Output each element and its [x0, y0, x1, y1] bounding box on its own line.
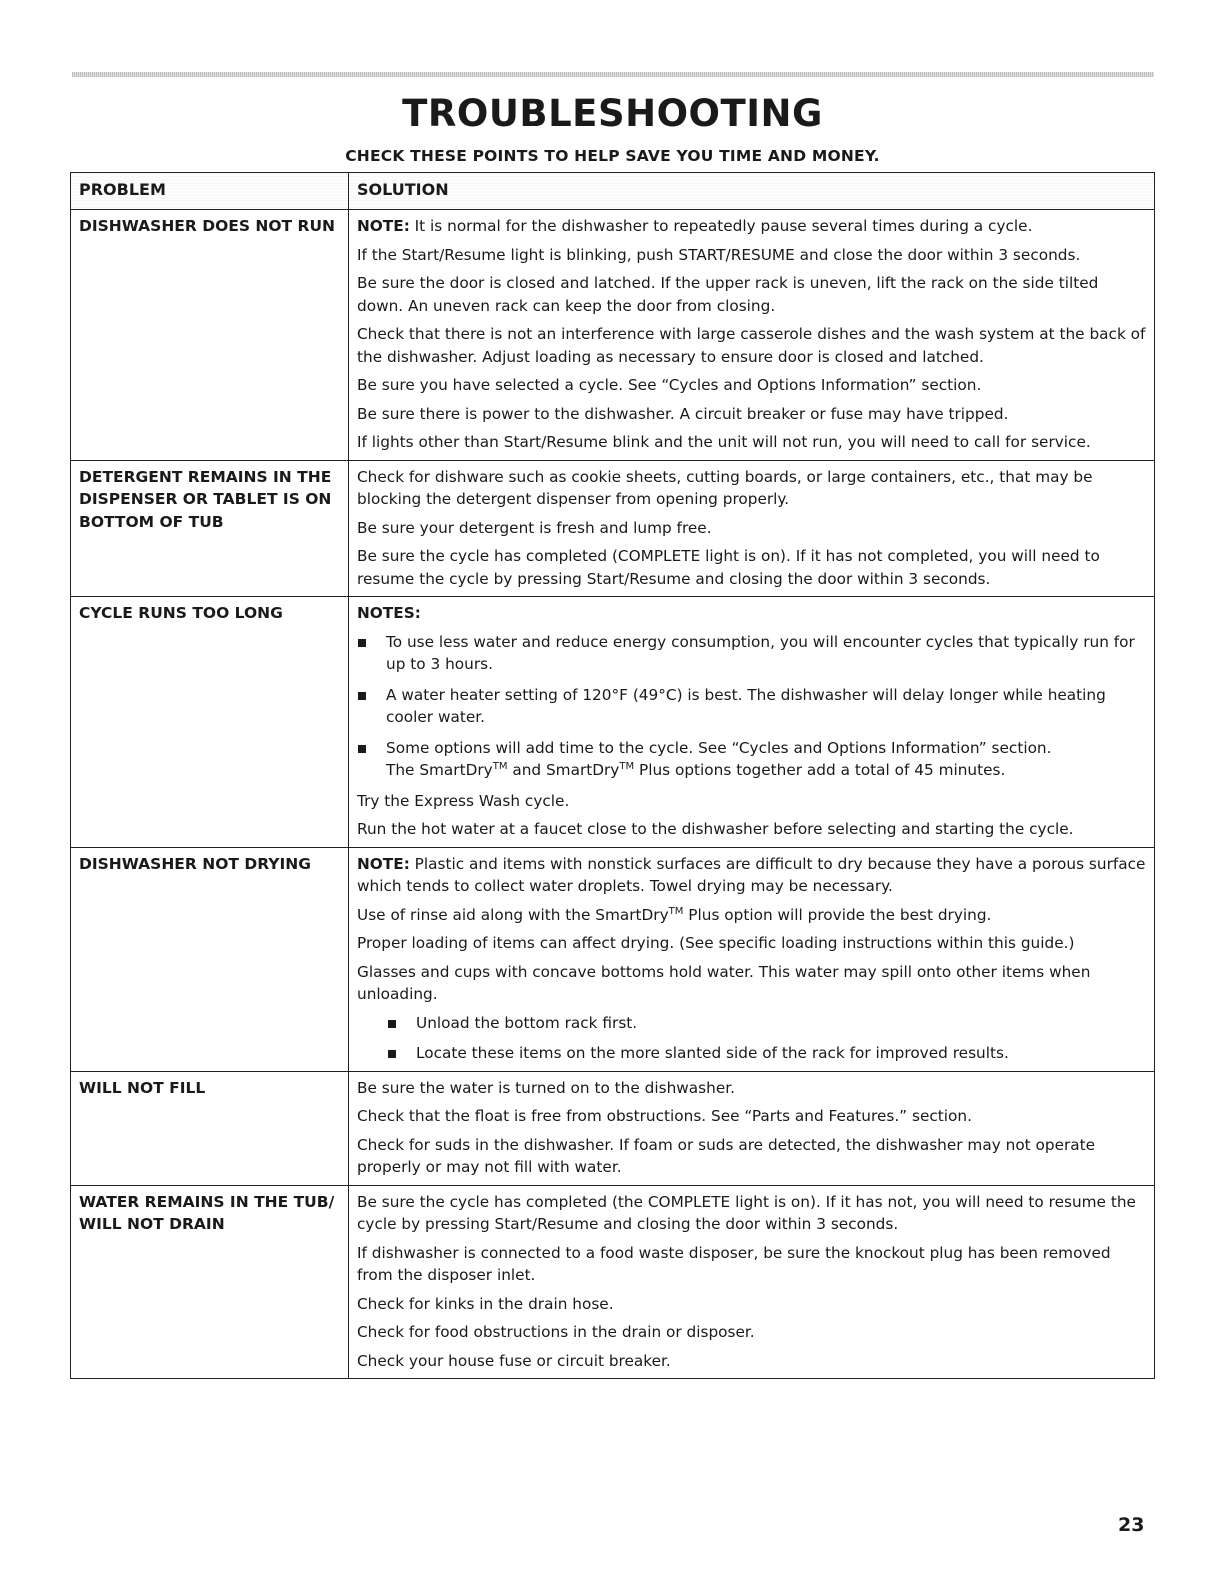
bullet-square-icon [358, 745, 366, 753]
bullet-item: Some options will add time to the cycle. See “Cycles and Options Information” section. The SmartDry™ and SmartDry™ Plus options together add a total of 45 minutes. [357, 737, 1146, 782]
solution-paragraph: Proper loading of items can affect drying. (See specific loading instructions within this guide.) [357, 934, 1075, 952]
solution-paragraph: Be sure the cycle has completed (the COMPLETE light is on). If it has not, you will need to resume the cycle by pressing Start/Resume and closing the door within 3 seconds. [357, 1192, 1136, 1233]
solution-cell [349, 597, 1155, 848]
bullet-item: Locate these items on the more slanted side of the rack for improved results. [387, 1042, 1146, 1065]
bullet-item: Unload the bottom rack first. [387, 1012, 1146, 1035]
troubleshooting-table [70, 172, 1155, 1379]
solution-paragraph: Be sure you have selected a cycle. See “Cycles and Options Information” section. [357, 376, 982, 394]
solution-paragraph: NOTE: Plastic and items with nonstick surfaces are difficult to dry because they have a porous surface which tends to collect water droplets. Towel drying may be necessary. [357, 854, 1146, 895]
solution-paragraph: Check for food obstructions in the drain or disposer. [357, 1323, 755, 1341]
page-title: TROUBLESHOOTING [402, 92, 823, 135]
solution-column-header: SOLUTION [349, 173, 1155, 210]
solution-paragraph: Try the Express Wash cycle. [357, 791, 570, 810]
bullet-square-icon [388, 1020, 396, 1028]
solution-paragraph: Check that there is not an interference with large casserole dishes and the wash system at the back of the dishwasher. Adjust loading as necessary to ensure door is closed and latched. [357, 325, 1146, 366]
problem-cell: DETERGENT REMAINS IN THE DISPENSER OR TABLET IS ON BOTTOM OF TUB [71, 460, 349, 597]
problem-cell: CYCLE RUNS TOO LONG [71, 597, 349, 848]
solution-paragraph: If lights other than Start/Resume blink and the unit will not run, you will need to call for service. [357, 433, 1091, 451]
table-row [71, 1071, 1155, 1185]
bullet-square-icon [358, 639, 366, 647]
bullet-square-icon [388, 1050, 396, 1058]
solution-paragraph: Be sure your detergent is fresh and lump free. [357, 518, 712, 537]
solution-paragraph: Glasses and cups with concave bottoms hold water. This water may spill onto other items when unloading. [357, 962, 1091, 1003]
bullet-item: To use less water and reduce energy consumption, you will encounter cycles that typically run for up to 3 hours. [357, 631, 1146, 676]
table-row [71, 597, 1155, 848]
table-row [71, 210, 1155, 461]
solution-paragraph: Be sure the water is turned on to the dishwasher. [357, 1078, 735, 1097]
trademark-mark: TM [668, 905, 684, 917]
notes-label: NOTES: [357, 604, 421, 622]
problem-cell: WILL NOT FILL [71, 1071, 349, 1185]
problem-column-header: PROBLEM [71, 173, 349, 210]
solution-paragraph: Use of rinse aid along with the SmartDry™ Plus option will provide the best drying. [357, 905, 992, 924]
trademark-mark: TM [492, 761, 508, 772]
note-label: NOTE: [357, 854, 410, 873]
solution-paragraph: If the Start/Resume light is blinking, push START/RESUME and close the door within 3 seconds. [357, 245, 1081, 264]
problem-cell: DISHWASHER NOT DRYING [71, 847, 349, 1071]
top-rule [72, 72, 1154, 77]
page-subtitle: CHECK THESE POINTS TO HELP SAVE YOU TIME AND MONEY. [345, 147, 880, 165]
table-row [71, 1185, 1155, 1379]
solution-paragraph: Be sure the cycle has completed (COMPLETE light is on). If it has not completed, you will need to resume the cycle by pressing Start/Resume and closing the door within 3 seconds. [357, 547, 1100, 588]
trademark-mark: TM [619, 761, 635, 772]
solution-paragraph: Be sure there is power to the dishwasher. A circuit breaker or fuse may have tripped. [357, 404, 1009, 423]
table-row [71, 847, 1155, 1071]
problem-cell: DISHWASHER DOES NOT RUN [71, 210, 349, 461]
bullet-item: A water heater setting of 120°F (49°C) is best. The dishwasher will delay longer while heating cooler water. [357, 684, 1146, 729]
solution-paragraph: If dishwasher is connected to a food waste disposer, be sure the knockout plug has been removed from the disposer inlet. [357, 1243, 1111, 1284]
solution-paragraph: Check for kinks in the drain hose. [357, 1294, 614, 1313]
solution-cell [349, 847, 1155, 1071]
solution-cell [349, 210, 1155, 461]
solution-cell [349, 460, 1155, 597]
solution-paragraph: Check for dishware such as cookie sheets, cutting boards, or large containers, etc., that may be blocking the detergent dispenser from opening properly. [357, 467, 1093, 508]
solution-cell [349, 1071, 1155, 1185]
solution-paragraph: Be sure the door is closed and latched. If the upper rack is uneven, lift the rack on the side tilted down. An uneven rack can keep the door from closing. [357, 274, 1099, 315]
bullet-square-icon [358, 692, 366, 700]
problem-cell: WATER REMAINS IN THE TUB/ WILL NOT DRAIN [71, 1185, 349, 1379]
table-row [71, 460, 1155, 597]
solution-paragraph: NOTE: It is normal for the dishwasher to repeatedly pause several times during a cycle. [357, 217, 1033, 235]
solution-paragraph: Check that the float is free from obstructions. See “Parts and Features.” section. [357, 1107, 972, 1125]
solution-paragraph: Run the hot water at a faucet close to the dishwasher before selecting and starting the cycle. [357, 820, 1074, 838]
table-header-row [71, 173, 1155, 210]
solution-paragraph: Check for suds in the dishwasher. If foam or suds are detected, the dishwasher may not operate properly or may not fill with water. [357, 1135, 1096, 1176]
solution-cell [349, 1185, 1155, 1379]
page-number: 23 [1118, 1514, 1145, 1536]
note-label: NOTE: [357, 217, 410, 235]
solution-paragraph: Check your house fuse or circuit breaker. [357, 1351, 671, 1370]
